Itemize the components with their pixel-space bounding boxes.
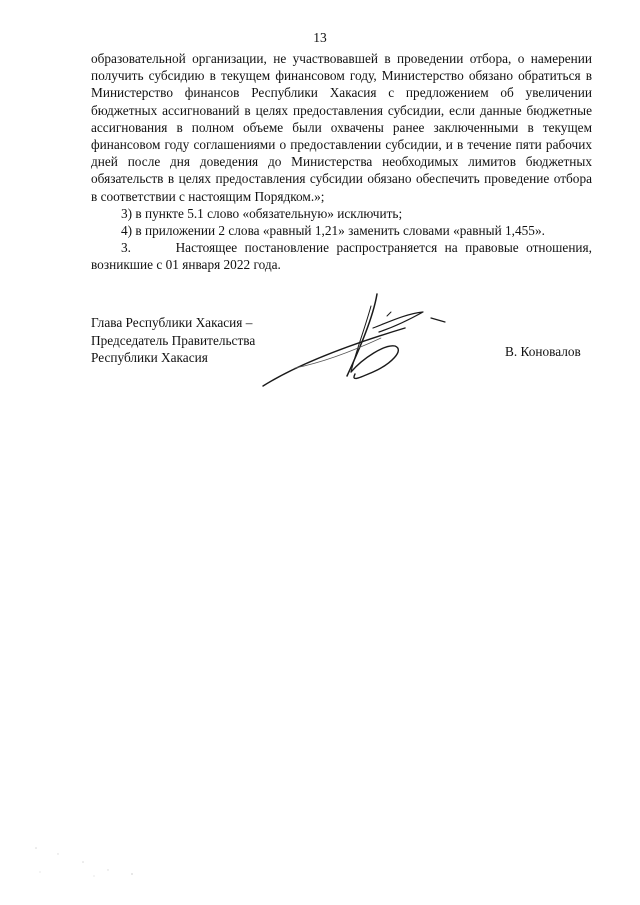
scan-artifact (28, 840, 158, 880)
signatory-title (91, 314, 255, 367)
signer-name: В. Коновалов (505, 344, 581, 359)
page-number: 13 (313, 30, 327, 45)
handwritten-signature (255, 288, 455, 398)
paragraph-continuation: образовательной организации, не участвовавшей в проведении отбора, о намерении получить субсидию в текущем финансовом году, Министерство обязано обратиться в Министерство финансов Республики Хакасия с предложением об увеличении бюджетных ассигнований в целях предоставления субсидии, если данные бюджетные ассигнования в полном объеме были охвачены ранее заключенными в текущем финансовом году соглашениями о предоставлении субсидии, и в течение пяти рабочих дней после дня доведения до Министерства необходимых лимитов бюджетных обязательств в целях предоставления субсидии обязано обеспечить проведение отбора в соответствии с настоящим Порядком.»; (91, 51, 592, 204)
clause-3: 3. Настоящее постановление распространяется на правовые отношения, возникшие с 01 января 2022 года. (91, 240, 596, 273)
list-item-4: 4) в приложении 2 слова «равный 1,21» заменить словами «равный 1,455». (121, 223, 545, 239)
signatory-title-line-2: Председатель Правительства (91, 332, 256, 348)
list-item-3: 3) в пункте 5.1 слово «обязательную» исключить; (121, 205, 403, 221)
document-body (91, 50, 596, 274)
signatory-title-line-3: Республики Хакасия (91, 350, 208, 365)
signatory-title-line-1: Глава Республики Хакасия – (91, 315, 253, 330)
